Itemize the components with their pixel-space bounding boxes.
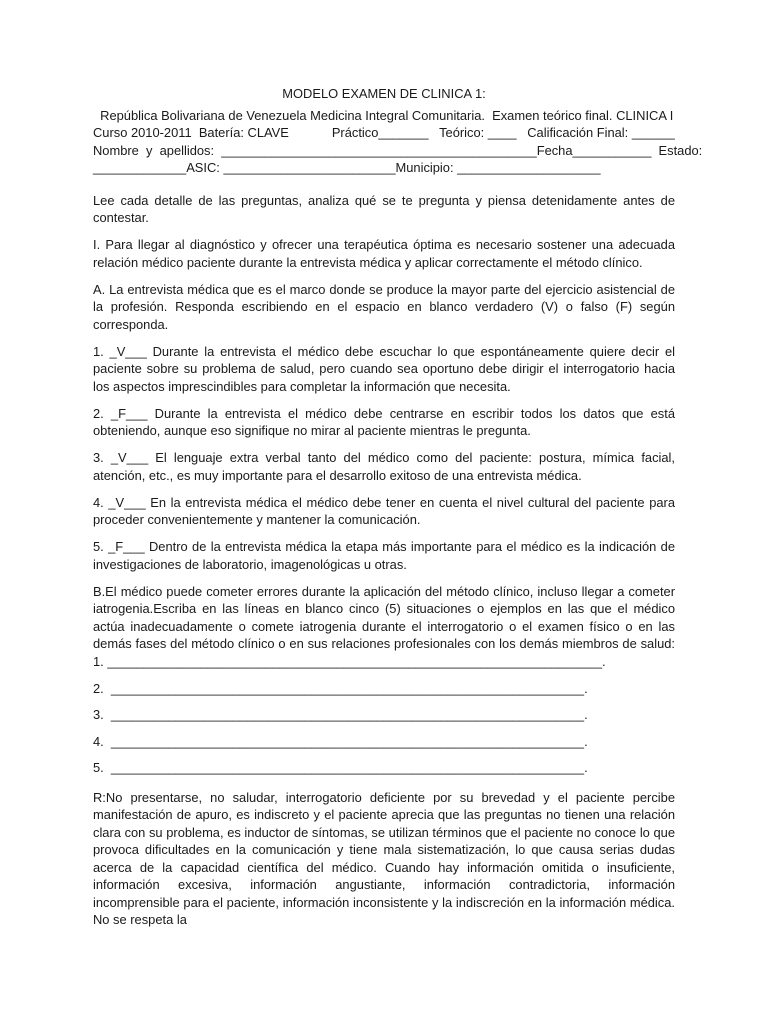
- header-line: Nombre y apellidos: ____________________________________________Fecha___________ Estado:: [93, 142, 703, 158]
- document-title: MODELO EXAMEN DE CLINICA 1:: [282, 86, 486, 101]
- answer-blank-line: 2. __________________________________________________________________.: [93, 680, 588, 696]
- header-line: República Bolivariana de Venezuela Medicina Integral Comunitaria. Examen teórico final. CLINICA I: [93, 107, 674, 123]
- exam-header: [93, 107, 703, 177]
- answer-blank-line: 3. __________________________________________________________________.: [93, 707, 588, 722]
- question-item: 4. _V___ En la entrevista médica el médico debe tener en cuenta el nivel cultural del paciente para proceder convenientemente y mantener la comunicación.: [93, 494, 675, 527]
- answer-blank-line: 4. __________________________________________________________________.: [93, 733, 588, 749]
- section-a-paragraph: A. La entrevista médica que es el marco donde se produce la mayor parte del ejercicio asistencial de la profesión. Responda escribiendo en el espacio en blanco verdadero (V) o falso (F) según corresponda.: [93, 281, 675, 332]
- question-item: 3. _V___ El lenguaje extra verbal tanto del médico como del paciente: postura, mímica facial, atención, etc., es muy importante para el desarrollo exitoso de una entrevista médica.: [93, 450, 675, 483]
- instructions-paragraph: Lee cada detalle de las preguntas, analiza qué se te pregunta y piensa detenidamente antes de contestar.: [93, 192, 675, 225]
- header-line: Curso 2010-2011 Batería: CLAVE Práctico_______ Teórico: ____ Calificación Final: ______: [93, 125, 675, 140]
- document-body: [93, 85, 703, 938]
- question-item: 5. _F___ Dentro de la entrevista médica la etapa más importante para el médico es la indicación de investigaciones de laboratorio, imagenológicas u otras.: [93, 539, 675, 572]
- header-line: _____________ASIC: ________________________Municipio: ____________________: [93, 160, 601, 175]
- question-item: 1. _V___ Durante la entrevista el médico debe escuchar lo que espontáneamente quiere decir el paciente sobre su problema de salud, pero cuando sea oportuno debe dirigir el interrogatorio hacia los aspectos imprescindibles para completar la información que necesita.: [93, 343, 675, 394]
- section-b-paragraph: B.El médico puede cometer errores durante la aplicación del método clínico, incluso llegar a cometer iatrogenia.Escriba en las líneas en blanco cinco (5) situaciones o ejemplos en las que el médico actúa inadecuadamente o comete iatrogenia durante el interrogatorio o el examen físico o en las demás fases del método clínico o en sus relaciones profesionales con los demás miembros de salud: 1. _____________________________________________________________________.: [93, 583, 675, 669]
- answer-paragraph: R:No presentarse, no saludar, interrogatorio deficiente por su brevedad y el paciente percibe manifestación de apuro, es indiscreto y el paciente aprecia que las preguntas no tienen una relación clara con su problema, es inductor de síntomas, se utilizan términos que el paciente no conoce lo que provoca dificultades en la comunicación y tiene mala sistematización, lo que causa serias dudas acerca de la capacidad científica del médico. Cuando hay información omitida o insuficiente, información excesiva, información angustiante, información contradictoria, información incomprensible para el paciente, información inconsistente y la indiscreción en la información médica. No se respeta la: [93, 789, 675, 927]
- answer-blank-line: 5. __________________________________________________________________.: [93, 760, 588, 775]
- section-i-paragraph: I. Para llegar al diagnóstico y ofrecer una terapéutica óptima es necesario sostener una adecuada relación médico paciente durante la entrevista médica y aplicar correctamente el método clínico.: [93, 237, 675, 270]
- question-item: 2. _F___ Durante la entrevista el médico debe centrarse en escribir todos los datos que está obteniendo, aunque eso signifique no mirar al paciente mientras le pregunta.: [93, 405, 675, 438]
